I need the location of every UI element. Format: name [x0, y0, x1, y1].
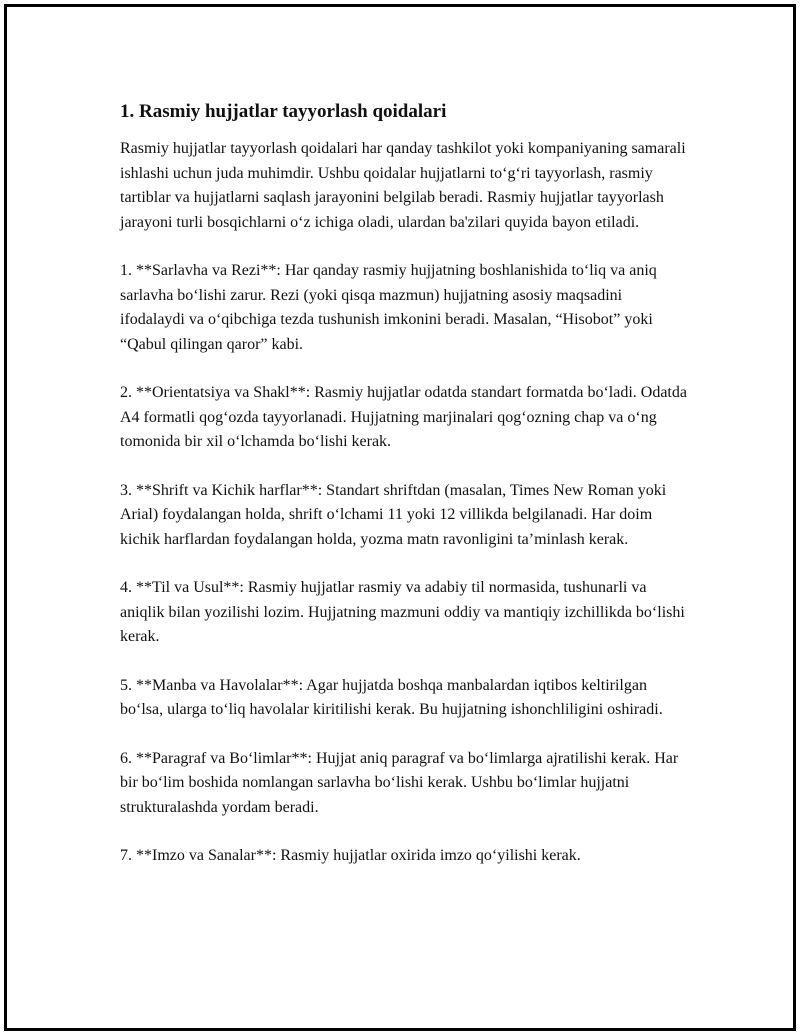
- rule-paragraph-2: 2. **Orientatsiya va Shakl**: Rasmiy hujjatlar odatda standart formatda bo‘ladi. Odatda A4 formatli qog‘ozda tayyorlanadi. Hujjatning marjinalari qog‘ozning chap va o‘ng tomonida bir xil o‘lchamda bo‘lishi kerak.: [120, 384, 687, 450]
- rule-paragraph-1: 1. **Sarlavha va Rezi**: Har qanday rasmiy hujjatning boshlanishida to‘liq va aniq sarlavha bo‘lishi zarur. Rezi (yoki qisqa mazmun) hujjatning asosiy maqsadini ifodalaydi va o‘qibchiga tezda tushunish imkonini beradi. Masalan, “Hisobot” yoki “Qabul qilingan qaror” kabi.: [120, 262, 657, 353]
- rule-paragraph-6: 6. **Paragraf va Bo‘limlar**: Hujjat aniq paragraf va bo‘limlarga ajratilishi kerak. Har bir bo‘lim boshida nomlangan sarlavha bo‘lishi kerak. Ushbu bo‘limlar hujjatni strukturalashda yordam beradi.: [120, 749, 679, 816]
- document-content: [120, 99, 690, 869]
- document-page: [4, 4, 796, 1031]
- document-title: 1. Rasmiy hujjatlar tayyorlash qoidalari: [120, 101, 447, 122]
- rule-paragraph-7: 7. **Imzo va Sanalar**: Rasmiy hujjatlar oxirida imzo qo‘yilishi kerak.: [120, 847, 581, 864]
- rule-paragraph-5: 5. **Manba va Havolalar**: Agar hujjatda boshqa manbalardan iqtibos keltirilgan bo‘lsa, ularga to‘liq havolalar kiritilishi kerak. Bu hujjatning ishonchliligini oshiradi.: [120, 676, 663, 718]
- rule-paragraph-3: 3. **Shrift va Kichik harflar**: Standart shriftdan (masalan, Times New Roman yoki Arial) foydalangan holda, shrift o‘lchami 11 yoki 12 villikda belgilanadi. Har doim kichik harflardan foydalangan holda, yozma matn ravonligini ta’minlash kerak.: [120, 481, 667, 548]
- intro-paragraph: Rasmiy hujjatlar tayyorlash qoidalari har qanday tashkilot yoki kompaniyaning samarali ishlashi uchun juda muhimdir. Ushbu qoidalar hujjatlarni to‘g‘ri tayyorlash, rasmiy tartiblar va hujjatlarni saqlash jarayonini belgilab beradi. Rasmiy hujjatlar tayyorlash jarayoni turli bosqichlarni o‘z ichiga oladi, ulardan ba'zilari quyida bayon etiladi.: [120, 140, 686, 231]
- rule-paragraph-4: 4. **Til va Usul**: Rasmiy hujjatlar rasmiy va adabiy til normasida, tushunarli va aniqlik bilan yozilishi lozim. Hujjatning mazmuni oddiy va mantiqiy izchillikda bo‘lishi kerak.: [120, 579, 685, 645]
